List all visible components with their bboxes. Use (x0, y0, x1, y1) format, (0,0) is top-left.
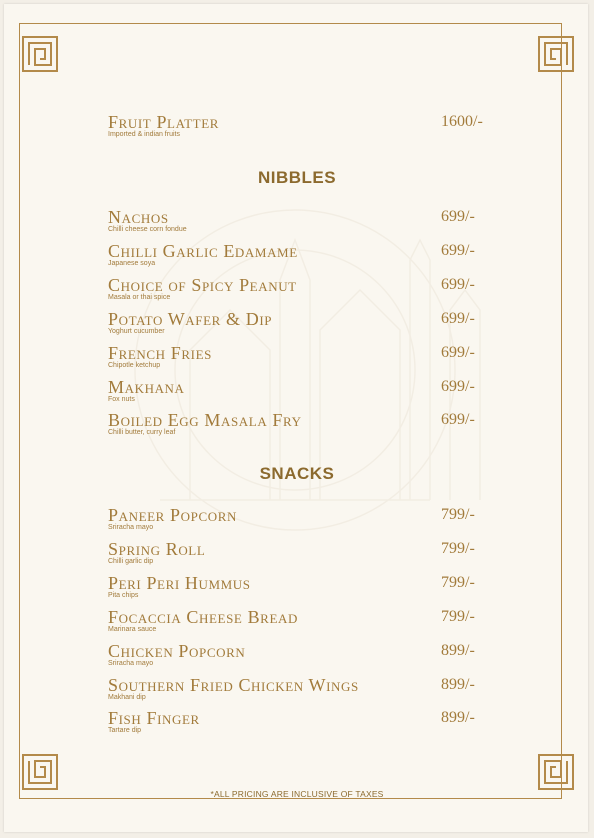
item-description: Yoghurt cucumber (108, 328, 165, 335)
greek-key-ornament-icon (538, 754, 574, 790)
section-title-nibbles: NIBBLES (257, 168, 337, 187)
item-price: 699/- (441, 208, 475, 225)
item-description: Sriracha mayo (108, 660, 154, 667)
item-name: Focaccia Cheese Bread (108, 607, 298, 627)
item-description: Makhani dip (108, 694, 146, 701)
greek-key-ornament-icon (22, 754, 58, 790)
item-name: Fruit Platter (108, 112, 220, 132)
item-description: Sriracha mayo (108, 524, 154, 531)
item-description: Imported & indian fruits (108, 131, 180, 138)
item-name: Peri Peri Hummus (108, 573, 251, 593)
item-name: French Fries (108, 343, 212, 363)
item-name: Chilli Garlic Edamame (108, 241, 298, 261)
item-price: 799/- (441, 506, 475, 523)
item-price: 699/- (441, 378, 475, 395)
tax-note: *ALL PRICING ARE INCLUSIVE OF TAXES (210, 789, 384, 799)
item-description: Fox nuts (108, 396, 135, 403)
item-price: 699/- (441, 411, 475, 428)
item-price: 799/- (441, 608, 475, 625)
item-description: Marinara sauce (108, 626, 157, 633)
item-price: 699/- (441, 344, 475, 361)
item-description: Chipotle ketchup (108, 362, 161, 369)
item-price: 699/- (441, 310, 475, 327)
item-description: Chilli cheese corn fondue (108, 226, 187, 233)
item-name: Spring Roll (108, 539, 206, 559)
item-description: Pita chips (108, 592, 139, 599)
item-description: Tartare dip (108, 727, 142, 734)
item-price: 699/- (441, 276, 475, 293)
item-name: Nachos (108, 207, 169, 227)
item-name: Chicken Popcorn (108, 641, 246, 661)
item-name: Southern Fried Chicken Wings (108, 675, 359, 695)
item-price: 699/- (441, 242, 475, 259)
item-price: 1600/- (441, 113, 483, 130)
item-price: 899/- (441, 709, 475, 726)
item-description: Chilli butter, curry leaf (108, 429, 176, 436)
item-price: 899/- (441, 642, 475, 659)
item-name: Fish Finger (108, 708, 200, 728)
section-title-snacks: SNACKS (259, 464, 335, 483)
item-name: Choice of Spicy Peanut (108, 275, 297, 295)
item-description: Japanese soya (108, 260, 156, 267)
item-name: Makhana (108, 377, 185, 397)
greek-key-ornament-icon (538, 36, 574, 72)
item-name: Boiled Egg Masala Fry (108, 410, 302, 430)
item-name: Potato Wafer & Dip (108, 309, 273, 329)
greek-key-ornament-icon (22, 36, 58, 72)
item-description: Masala or thai spice (108, 294, 171, 301)
item-name: Paneer Popcorn (108, 505, 237, 525)
item-price: 799/- (441, 540, 475, 557)
item-price: 799/- (441, 574, 475, 591)
item-description: Chilli garlic dip (108, 558, 154, 565)
item-price: 899/- (441, 676, 475, 693)
